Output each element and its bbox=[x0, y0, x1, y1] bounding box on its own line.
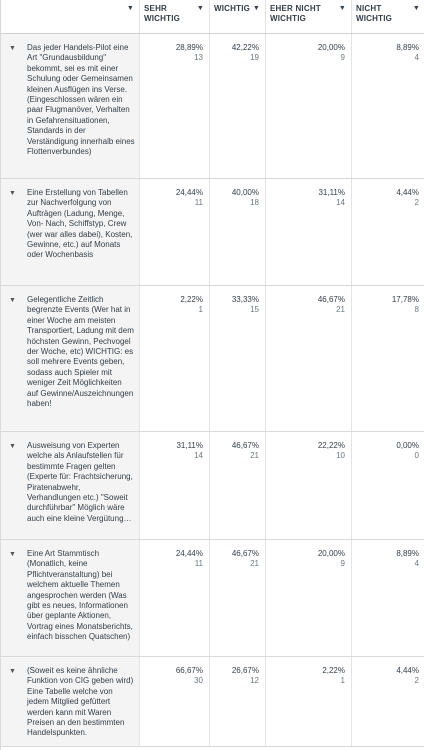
question-cell[interactable] bbox=[1, 286, 139, 431]
count-value: 15 bbox=[250, 305, 259, 315]
value-cell bbox=[139, 657, 209, 746]
percent-value: 20,00% bbox=[317, 549, 345, 558]
table-header bbox=[1, 0, 424, 34]
percent-value: 4,44% bbox=[396, 666, 419, 675]
question-text: Eine Erstellung von Tabellen zur Nachverfolgung von Aufträgen (Ladung, Menge, Von- Nach, Schiffstyp, Crew (wer war alles dabei), Kosten, Gewinne, etc.) auf Monats oder Wochenbasis bbox=[27, 188, 133, 260]
question-text: Ausweisung von Experten welche als Anlaufstellen für bestimmte Fragen gelten (Experte für: Frachtsicherung, Piratenabwehr, Verhandlungen etc.) "Soweit durchführbar" Möglich wäre auch eine kleine Vergütung… bbox=[27, 441, 133, 523]
count-value: 14 bbox=[194, 451, 203, 461]
percent-value: 46,67% bbox=[231, 549, 259, 558]
count-value: 1 bbox=[198, 305, 203, 315]
header-nicht-wichtig[interactable] bbox=[351, 0, 424, 33]
value-cell bbox=[209, 540, 265, 656]
percent-value: 22,22% bbox=[317, 441, 345, 450]
value-cell bbox=[265, 34, 351, 178]
sort-caret-icon[interactable]: ▼ bbox=[338, 5, 346, 12]
value-cell bbox=[351, 657, 424, 746]
count-value: 4 bbox=[414, 53, 419, 63]
percent-value: 28,89% bbox=[175, 43, 203, 52]
percent-value: 42,22% bbox=[231, 43, 259, 52]
count-value: 10 bbox=[336, 451, 345, 461]
count-value: 11 bbox=[194, 198, 203, 208]
count-value: 2 bbox=[414, 676, 419, 686]
percent-value: 8,89% bbox=[396, 43, 419, 52]
count-value: 30 bbox=[194, 676, 203, 686]
value-cell bbox=[351, 286, 424, 431]
value-cell bbox=[209, 34, 265, 178]
count-value: 2 bbox=[414, 198, 419, 208]
header-label: SEHR WICHTIG bbox=[144, 4, 181, 23]
question-cell[interactable] bbox=[1, 657, 139, 746]
header-label: NICHT WICHTIG bbox=[356, 4, 393, 23]
table-row bbox=[1, 540, 424, 657]
value-cell bbox=[139, 179, 209, 285]
question-cell[interactable] bbox=[1, 179, 139, 285]
table-row bbox=[1, 179, 424, 286]
count-value: 0 bbox=[414, 451, 419, 461]
count-value: 21 bbox=[250, 451, 259, 461]
count-value: 9 bbox=[340, 53, 345, 63]
count-value: 1 bbox=[340, 676, 345, 686]
percent-value: 31,11% bbox=[176, 441, 203, 450]
expand-caret-icon[interactable]: ▼ bbox=[9, 190, 16, 197]
count-value: 13 bbox=[194, 53, 203, 63]
expand-caret-icon[interactable]: ▼ bbox=[9, 297, 16, 304]
value-cell bbox=[351, 432, 424, 539]
percent-value: 20,00% bbox=[317, 43, 345, 52]
percent-value: 24,44% bbox=[175, 549, 203, 558]
percent-value: 26,67% bbox=[231, 666, 259, 675]
table-row bbox=[1, 286, 424, 432]
expand-caret-icon[interactable]: ▼ bbox=[9, 443, 16, 450]
question-cell[interactable] bbox=[1, 540, 139, 656]
percent-value: 0,00% bbox=[396, 441, 419, 450]
table-row bbox=[1, 657, 424, 747]
question-text: (Soweit es keine ähnliche Funktion von CIG geben wird) Eine Tabelle welche von jedem Mitglied gefüttert werden kann mit Waren Preisen an den bestimmten Handelspunkten. bbox=[27, 666, 134, 738]
expand-caret-icon[interactable]: ▼ bbox=[9, 551, 16, 558]
table-row bbox=[1, 34, 424, 179]
value-cell bbox=[265, 657, 351, 746]
value-cell bbox=[209, 657, 265, 746]
value-cell bbox=[265, 179, 351, 285]
question-cell[interactable] bbox=[1, 432, 139, 539]
question-text: Eine Art Stammtisch (Monatlich, keine Pflichtveranstaltung) bei welchem aktuelle Themen angesprochen werden (Was gibt es neues, Informationen über geplante Aktionen, Vortrag eines Monatsberichts, einfach bisschen Quatschen) bbox=[27, 549, 133, 642]
count-value: 19 bbox=[250, 53, 259, 63]
value-cell bbox=[139, 34, 209, 178]
question-text: Gelegentliche Zeitlich begrenzte Events (Wer hat in einer Woche am meisten Transportiert, Ladung mit dem höchsten Gewinn, Pechvogel der Woche, etc) WICHTIG: es soll mehrere Events geben, sodass auch Spieler mit weniger Zeit Möglichkeiten auf Gewinne/Auszeichnungen haben! bbox=[27, 295, 134, 409]
header-wichtig[interactable] bbox=[209, 0, 265, 33]
header-eher-nicht-wichtig[interactable] bbox=[265, 0, 351, 33]
sort-caret-icon[interactable]: ▼ bbox=[252, 5, 260, 12]
percent-value: 24,44% bbox=[175, 188, 203, 197]
percent-value: 2,22% bbox=[180, 295, 203, 304]
percent-value: 17,78% bbox=[391, 295, 419, 304]
percent-value: 4,44% bbox=[396, 188, 419, 197]
value-cell bbox=[265, 540, 351, 656]
percent-value: 2,22% bbox=[322, 666, 345, 675]
percent-value: 31,11% bbox=[318, 188, 345, 197]
percent-value: 66,67% bbox=[175, 666, 203, 675]
count-value: 14 bbox=[336, 198, 345, 208]
count-value: 21 bbox=[250, 559, 259, 569]
percent-value: 8,89% bbox=[396, 549, 419, 558]
sort-caret-icon[interactable]: ▼ bbox=[412, 5, 420, 12]
count-value: 4 bbox=[414, 559, 419, 569]
value-cell bbox=[139, 540, 209, 656]
question-cell[interactable] bbox=[1, 34, 139, 178]
count-value: 8 bbox=[414, 305, 419, 315]
count-value: 11 bbox=[194, 559, 203, 569]
percent-value: 46,67% bbox=[231, 441, 259, 450]
count-value: 9 bbox=[340, 559, 345, 569]
value-cell bbox=[209, 432, 265, 539]
sort-caret-icon[interactable]: ▼ bbox=[126, 5, 134, 12]
percent-value: 46,67% bbox=[317, 295, 345, 304]
value-cell bbox=[265, 286, 351, 431]
value-cell bbox=[351, 34, 424, 178]
percent-value: 40,00% bbox=[231, 188, 259, 197]
value-cell bbox=[351, 179, 424, 285]
value-cell bbox=[351, 540, 424, 656]
count-value: 18 bbox=[250, 198, 259, 208]
value-cell bbox=[209, 179, 265, 285]
value-cell bbox=[265, 432, 351, 539]
count-value: 21 bbox=[336, 305, 345, 315]
header-question-column[interactable] bbox=[1, 0, 139, 33]
table-row bbox=[1, 432, 424, 540]
count-value: 12 bbox=[250, 676, 259, 686]
header-sehr-wichtig[interactable] bbox=[139, 0, 209, 33]
value-cell bbox=[139, 432, 209, 539]
value-cell bbox=[139, 286, 209, 431]
percent-value: 33,33% bbox=[231, 295, 259, 304]
header-label: EHER NICHT WICHTIG bbox=[270, 4, 321, 23]
sort-caret-icon[interactable]: ▼ bbox=[196, 5, 204, 12]
expand-caret-icon[interactable]: ▼ bbox=[9, 668, 16, 675]
header-label: WICHTIG bbox=[214, 4, 251, 13]
value-cell bbox=[209, 286, 265, 431]
expand-caret-icon[interactable]: ▼ bbox=[9, 45, 16, 52]
question-text: Das jeder Handels-Pilot eine Art "Grundausbildung" bekommt, sei es mit einer Schulung oder Gemeinsamen kleinen Ausflügen ins Verse. (Eingeschlossen wären ein paar Flugmanöver, Verhalten in Gefahrensituationen, Standards in der Verständigung innerhalb eines Flottenverbundes) bbox=[27, 43, 135, 157]
